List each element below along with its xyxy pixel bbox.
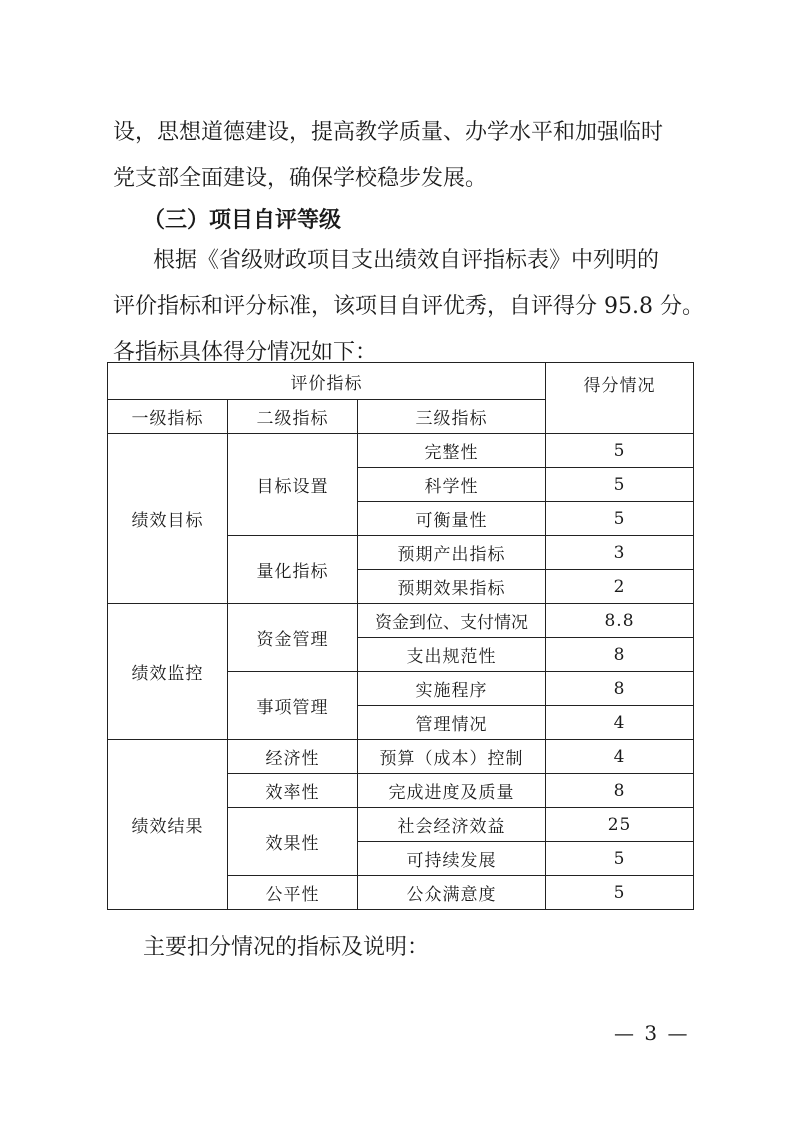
- paragraph-line: 评价指标和评分标准，该项目自评优秀，自评得分 95.8 分。: [113, 294, 704, 319]
- level3-cell: 预期效果指标: [358, 570, 546, 604]
- level2-cell: 资金管理: [228, 604, 358, 672]
- level3-cell: 预算（成本）控制: [358, 740, 546, 774]
- score-cell: 5: [546, 468, 694, 502]
- level2-cell: 效果性: [228, 808, 358, 876]
- score-cell: 5: [546, 502, 694, 536]
- header-level1: 一级指标: [108, 400, 228, 434]
- level1-cell: 绩效监控: [108, 604, 228, 740]
- paragraph-line: 设，思想道德建设，提高教学质量、办学水平和加强临时: [113, 120, 664, 145]
- paragraph-evaluation: [113, 238, 704, 376]
- level3-cell: 科学性: [358, 468, 546, 502]
- level2-cell: 效率性: [228, 774, 358, 808]
- score-cell: 5: [546, 842, 694, 876]
- level3-cell: 可持续发展: [358, 842, 546, 876]
- level1-cell: 绩效目标: [108, 434, 228, 604]
- score-cell: 25: [546, 808, 694, 842]
- level3-cell: 完整性: [358, 434, 546, 468]
- level2-cell: 目标设置: [228, 434, 358, 536]
- level3-cell: 实施程序: [358, 672, 546, 706]
- header-evaluation-indicators: 评价指标: [108, 363, 546, 400]
- level3-cell: 支出规范性: [358, 638, 546, 672]
- header-score: 得分情况: [546, 363, 694, 434]
- page-number: — 3 —: [614, 1021, 690, 1045]
- level2-cell: 经济性: [228, 740, 358, 774]
- level2-cell: 量化指标: [228, 536, 358, 604]
- score-cell: 2: [546, 570, 694, 604]
- score-cell: 8.8: [546, 604, 694, 638]
- level3-cell: 公众满意度: [358, 876, 546, 910]
- level2-cell: 公平性: [228, 876, 358, 910]
- paragraph-line: 各指标具体得分情况如下：: [113, 340, 378, 365]
- level1-cell: 绩效结果: [108, 740, 228, 910]
- header-level2: 二级指标: [228, 400, 358, 434]
- section-heading: （三）项目自评等级: [143, 208, 342, 233]
- paragraph-intro: [113, 110, 693, 202]
- header-level3: 三级指标: [358, 400, 546, 434]
- score-cell: 5: [546, 434, 694, 468]
- level3-cell: 完成进度及质量: [358, 774, 546, 808]
- table-header-row: [108, 363, 694, 400]
- paragraph-line: 根据《省级财政项目支出绩效自评指标表》中列明的: [153, 248, 660, 273]
- table-row: [108, 604, 694, 638]
- table-row: [108, 434, 694, 468]
- score-cell: 5: [546, 876, 694, 910]
- score-cell: 8: [546, 774, 694, 808]
- score-table: [107, 362, 694, 910]
- score-cell: 3: [546, 536, 694, 570]
- score-cell: 4: [546, 740, 694, 774]
- paragraph-line: 党支部全面建设，确保学校稳步发展。: [113, 166, 488, 191]
- level3-cell: 社会经济效益: [358, 808, 546, 842]
- table-row: [108, 740, 694, 774]
- score-cell: 8: [546, 672, 694, 706]
- level2-cell: 事项管理: [228, 672, 358, 740]
- level3-cell: 资金到位、支付情况: [358, 604, 546, 638]
- level3-cell: 预期产出指标: [358, 536, 546, 570]
- score-cell: 4: [546, 706, 694, 740]
- closing-text: 主要扣分情况的指标及说明：: [143, 935, 430, 960]
- level3-cell: 管理情况: [358, 706, 546, 740]
- level3-cell: 可衡量性: [358, 502, 546, 536]
- score-cell: 8: [546, 638, 694, 672]
